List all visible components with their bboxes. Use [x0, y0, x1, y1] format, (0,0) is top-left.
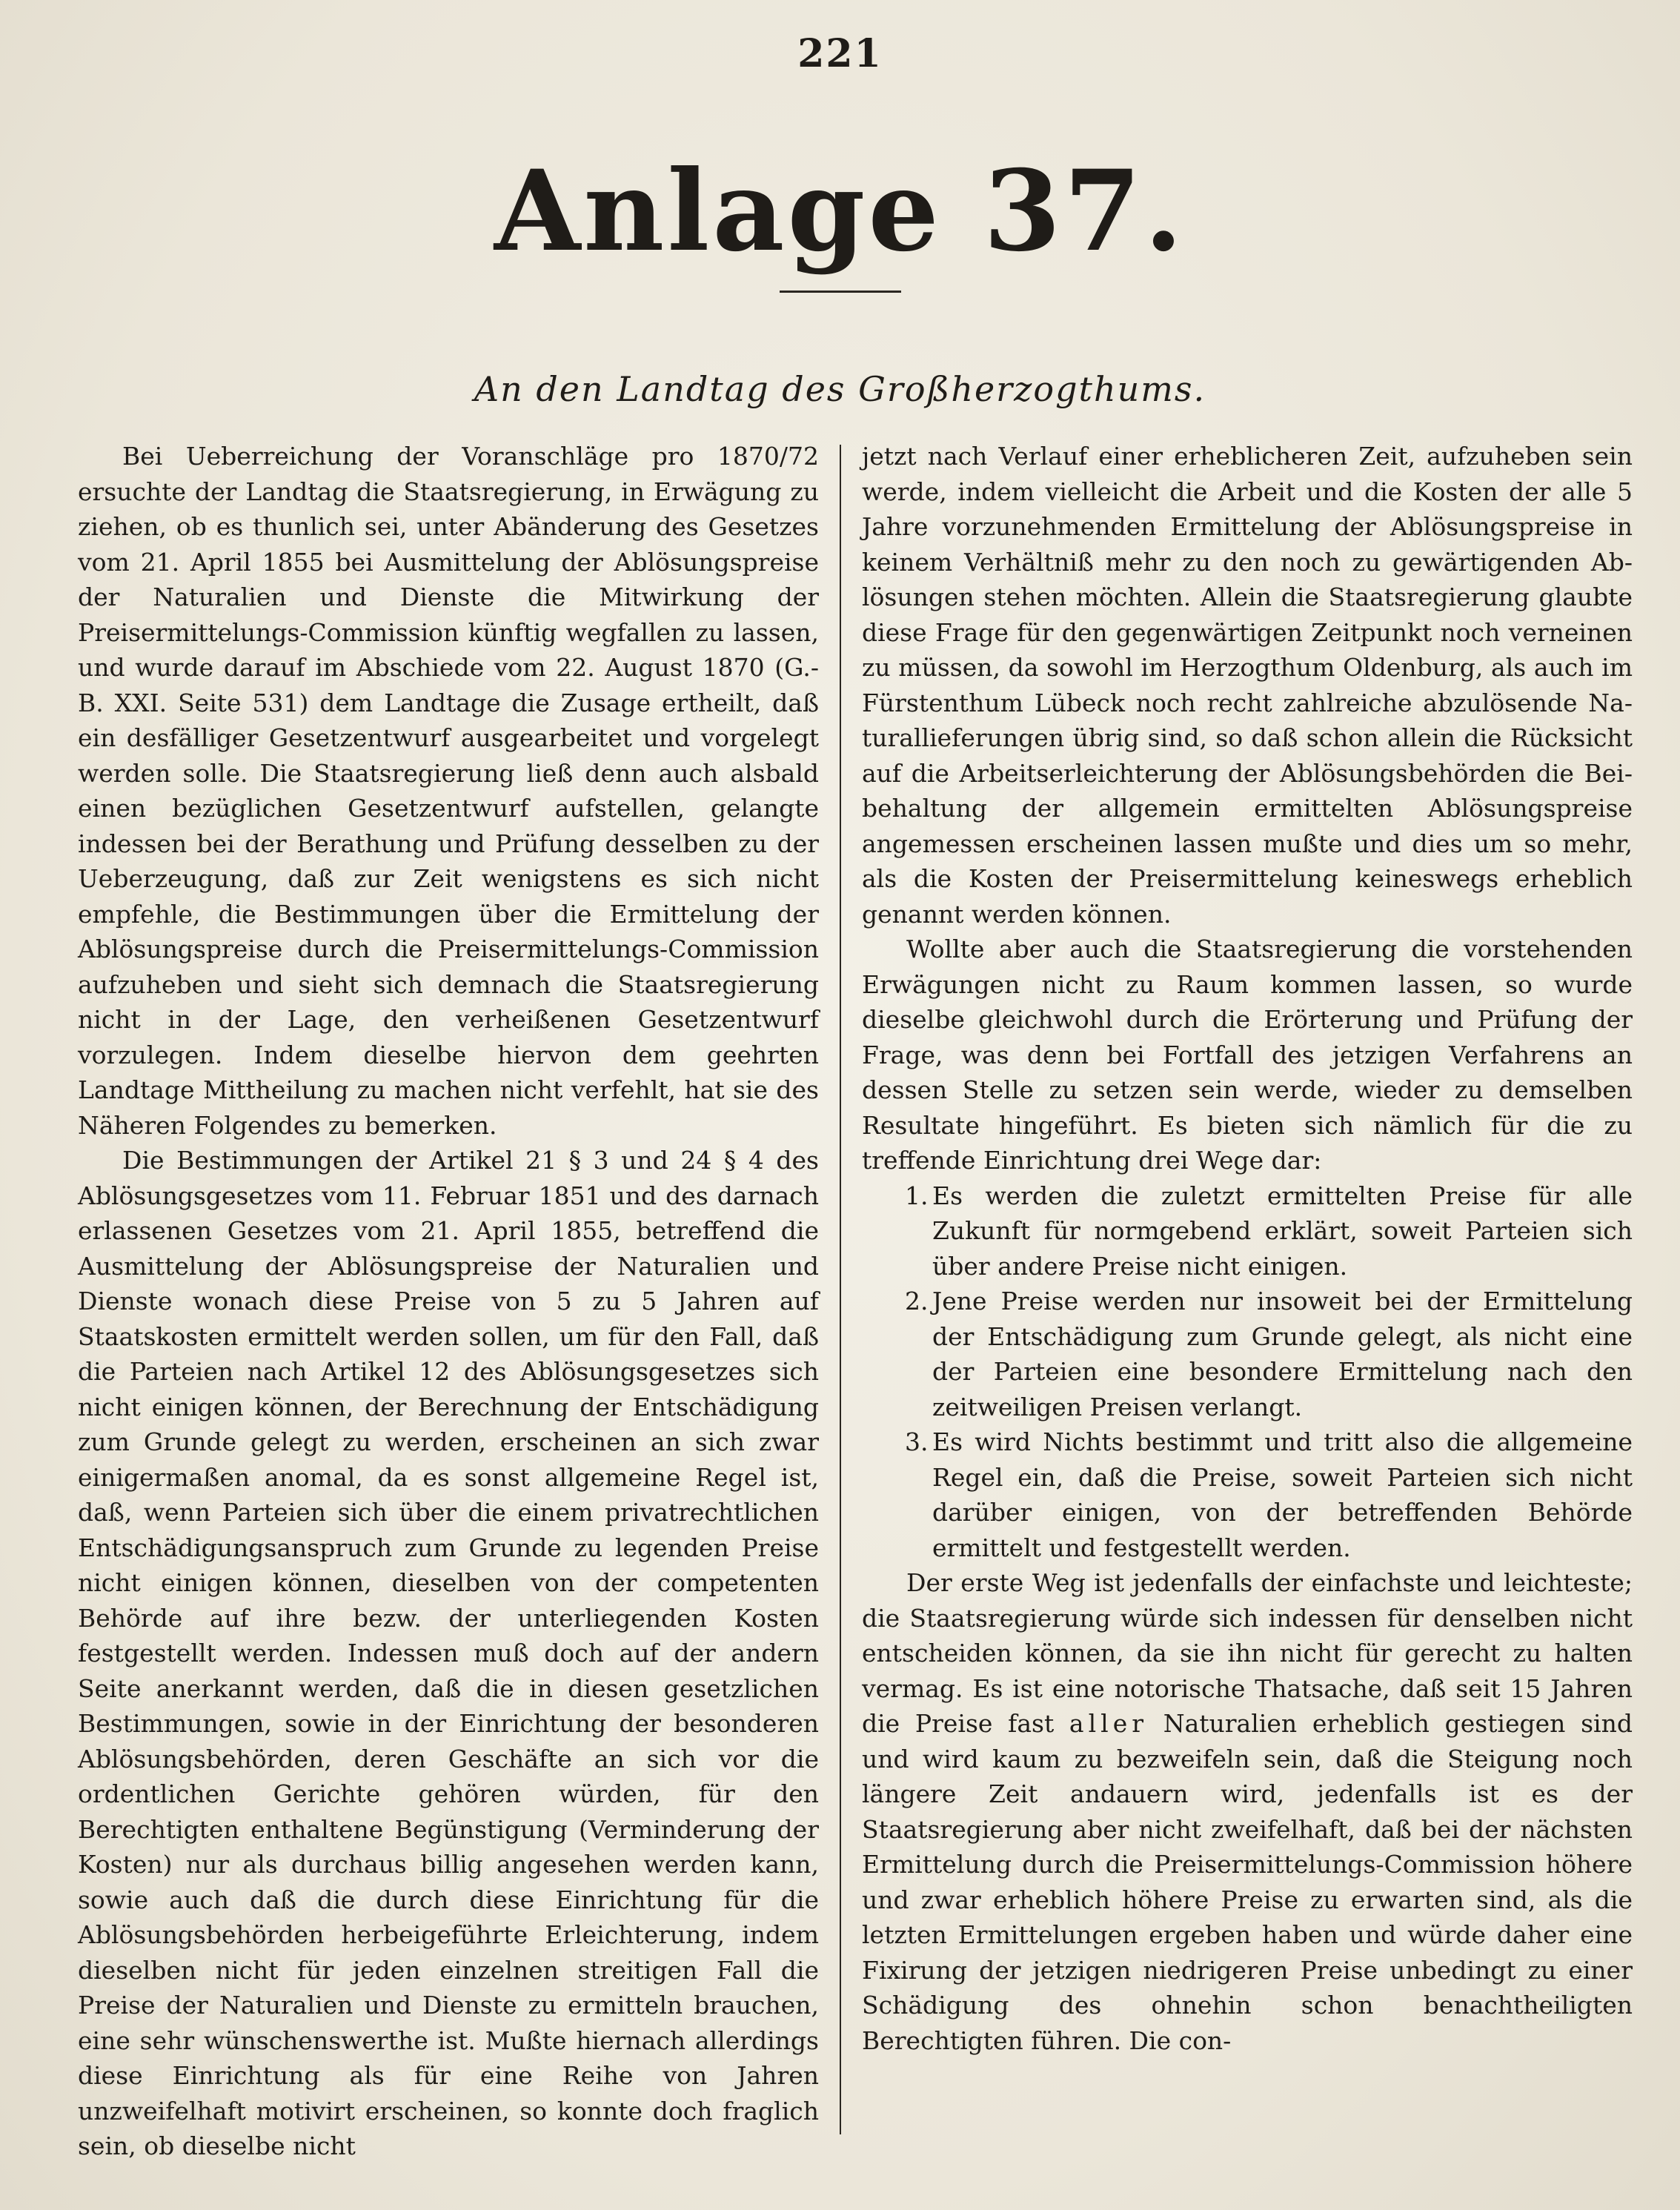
right-column: [862, 439, 1633, 2058]
column-divider: [840, 445, 841, 2134]
list-text: Jene Preise werden nur insoweit bei der Ermittelung der Entschädigung zum Grunde gelegt, als nicht eine der Parteien eine besondere Ermittelung nach den zeitweiligen Preisen verlangt.: [932, 1287, 1633, 1421]
right-paragraph-3: [862, 1565, 1633, 2058]
right-paragraph-2: Wollte aber auch die Staatsregierung die vorstehenden Erwägungen nicht zu Raum kommen lassen, so wurde dieselbe gleichwohl durch die Erörterung und Prüfung der Frage, was denn bei Fortfall des jetzigen Verfahrens an dessen Stelle zu setzen sein werde, wieder zu demselben Resultate hingeführt. Es bieten sich nämlich für die zu treffende Einrichtung drei Wege dar:: [862, 935, 1633, 1175]
left-column: [78, 439, 819, 2164]
page-number: 221: [797, 31, 883, 76]
list-text: Es werden die zuletzt ermittelten Preise für alle Zukunft für normgebend erklärt, soweit Parteien sich über andere Preise nicht einigen.: [932, 1181, 1633, 1281]
list-number: 1.: [905, 1181, 929, 1210]
list-text: Es wird Nichts bestimmt und tritt also die allgemeine Regel ein, daß die Preise, soweit Parteien sich nicht darüber einigen, von der betreffenden Behörde ermittelt und festgestellt werden.: [932, 1427, 1633, 1562]
addressee-heading: An den Landtag des Großherzogthums.: [474, 369, 1206, 409]
paragraph-3-end: Naturalien erheblich gestiegen sind und wird kaum zu bezweifeln sein, daß die Steigung noch längere Zeit andauern wird, jedenfalls ist es der Staatsregierung aber nicht zweifelhaft, daß bei der nächsten Ermittelung durch die Preisermittelungs-Commission höhere und zwar erheblich höhere Preise zu erwarten sind, als die letzten Ermittelungen ergeben haben und würde daher eine Fixirung der jetzigen niedrigeren Preise unbedingt zu einer Schädigung des ohnehin schon benachtheiligten Berechtigten führen. Die con-: [862, 1709, 1633, 2055]
left-paragraph-2: Die Bestimmungen der Artikel 21 § 3 und 24 § 4 des Ablösungsgesetzes vom 11. Februar 1851 und des darnach erlassenen Gesetzes vom 21. April 1855, betreffend die Ausmittelung der Ablösungspreise der Naturalien und Dienste wonach diese Preise von 5 zu 5 Jahren auf Staatskosten ermittelt werden sollen, um für den Fall, daß die Parteien nach Artikel 12 des Ablösungsgesetzes sich nicht einigen können, der Berechnung der Entschädigung zum Grunde gelegt zu werden, erscheinen an sich zwar einigermaßen anomal, da es sonst allgemeine Regel ist, daß, wenn Parteien sich über die einem privatrechtlichen Entschädigungsanspruch zum Grunde zu legenden Preise nicht einigen können, dieselben von der competenten Behörde auf ihre bezw. der unterliegenden Kosten festgestellt werden. Indessen muß doch auf der andern Seite anerkannt werden, daß die in diesen gesetzlichen Bestimmungen, sowie in der Einrichtung der besonderen Ablösungsbehörden, deren Geschäfte an sich vor die ordentlichen Gerichte gehören würden, für den Berechtigten enthaltene Begünstigung (Verminderung der Kosten) nur als durchaus billig angesehen werden kann, sowie auch daß die durch diese Einrichtung für die Ablösungsbehörden herbeigeführte Erleichterung, indem dieselben nicht für jeden einzelnen streitigen Fall die Preise der Naturalien und Dienste zu ermitteln brauchen, eine sehr wünschenswerthe ist. Mußte hiernach allerdings diese Einrichtung als für eine Reihe von Jahren unzweifelhaft motivirt erscheinen, so konnte doch fraglich sein, ob dieselbe nicht: [78, 1146, 819, 2160]
list-number: 3.: [905, 1427, 929, 1456]
emphasized-word: aller: [1069, 1709, 1149, 1738]
title-rule: [780, 291, 901, 293]
list-item: [862, 1424, 1633, 1565]
list-item: [862, 1178, 1633, 1284]
left-paragraph-1: Bei Ueberreichung der Voranschläge pro 1870/72 ersuchte der Landtag die Staatsregierung, in Erwägung zu ziehen, ob es thunlich sei, unter Abänderung des Gesetzes vom 21. April 1855 bei Ausmittelung der Ablösungspreise der Naturalien und Dienste die Mitwirkung der Preisermittelungs-Commission künftig wegfallen zu lassen, und wurde darauf im Abschiede vom 22. August 1870 (G.-B. XXI. Seite 531) dem Landtage die Zusage ertheilt, daß ein desfälliger Gesetzentwurf ausgearbeitet und vorgelegt werden solle. Die Staatsregierung ließ denn auch alsbald einen bezüglichen Gesetzentwurf aufstellen, gelangte indessen bei der Berathung und Prüfung desselben zu der Ueberzeugung, daß zur Zeit wenigstens es sich nicht empfehle, die Bestimmungen über die Ermittelung der Ablösungspreise durch die Preisermittelungs-Commission aufzuheben und sieht sich demnach die Staatsregierung nicht in der Lage, den verheißenen Gesetzentwurf vorzulegen. Indem dieselbe hiervon dem geehrten Landtage Mittheilung zu machen nicht verfehlt, hat sie des Näheren Folgendes zu bemerken.: [78, 442, 819, 1140]
list-number: 2.: [905, 1287, 929, 1315]
list-item: [862, 1284, 1633, 1424]
main-title: Anlage 37.: [494, 146, 1186, 276]
ways-list: [862, 1178, 1633, 1566]
right-paragraph-1: jetzt nach Verlauf einer erheblicheren Zeit, aufzuheben sein werde, indem vielleicht die Arbeit und die Kosten der alle 5 Jahre vorzunehmenden Ermittelung der Ablösungspreise in keinem Verhältniß mehr zu den noch zu gewärtigenden Ablösungen stehen möchten. Allein die Staatsregierung glaubte diese Frage für den gegenwärtigen Zeitpunkt noch verneinen zu müssen, da sowohl im Herzogthum Oldenburg, als auch im Fürstenthum Lübeck noch recht zahlreiche abzulösende Naturallieferungen übrig sind, so daß schon allein die Rücksicht auf die Arbeitserleichterung der Ablösungsbehörden die Beibehaltung der allgemein ermittelten Ablösungspreise angemessen erscheinen lassen mußte und dies um so mehr, als die Kosten der Preisermittelung keineswegs erheblich genannt werden können.: [862, 442, 1633, 929]
paragraph-3-start: Der erste Weg ist jedenfalls der einfachste und leichteste; die Staatsregierung würde sich indessen für denselben nicht entscheiden können, da sie ihn nicht für gerecht zu halten vermag. Es ist eine notorische Thatsache, daß seit 15 Jahren die Preise fast: [862, 1568, 1633, 1738]
